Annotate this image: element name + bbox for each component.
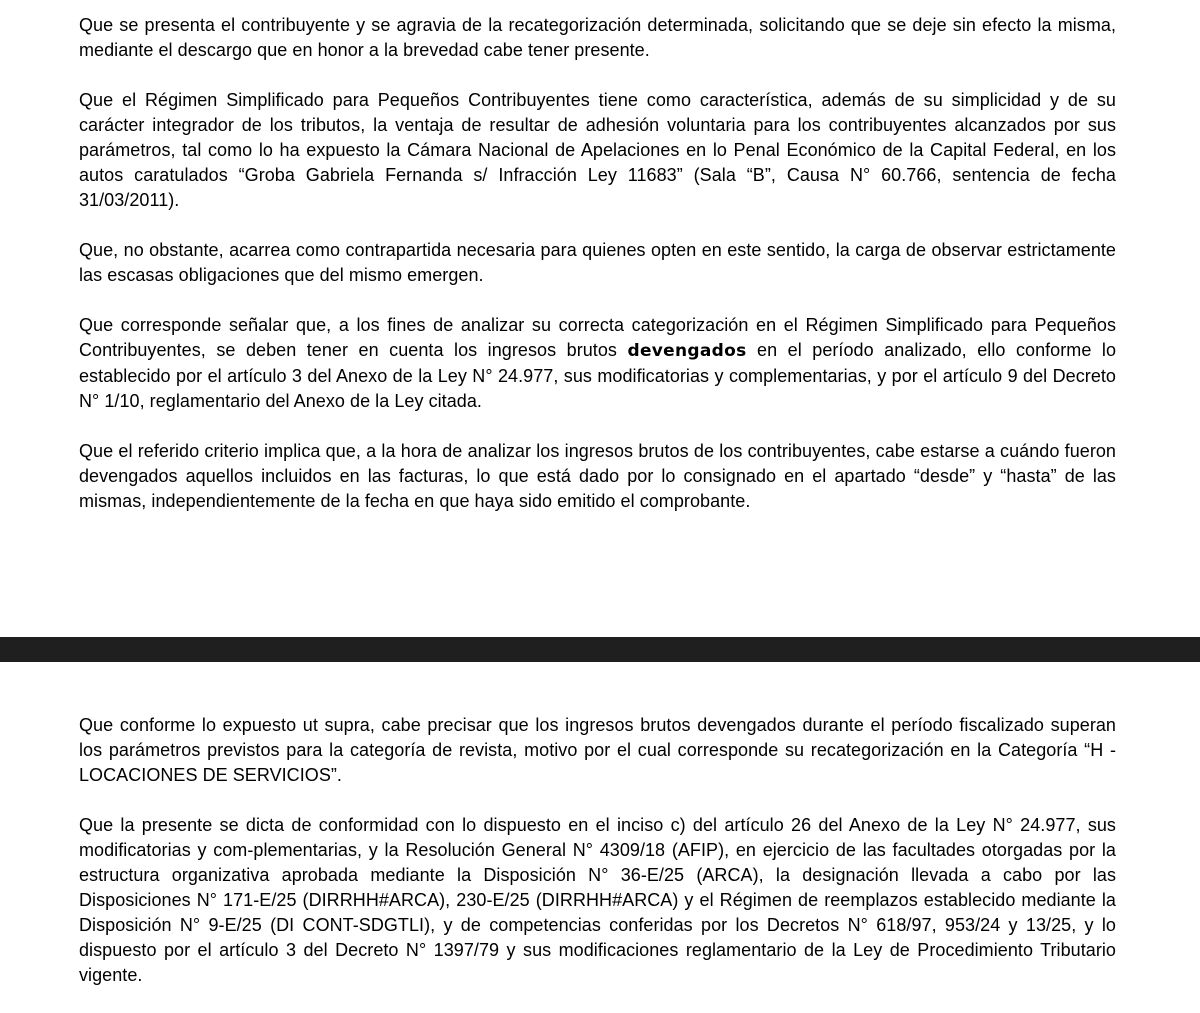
page-body	[79, 13, 1116, 539]
paragraph-text-before: Que corresponde señalar que, a los fines de analizar su correcta categorización en el Régimen Simplificado para Pequeños Contribuyentes, se deben tener en cuenta los ingresos brutos	[79, 315, 1116, 360]
paragraph-invoice-criteria: Que el referido criterio implica que, a la hora de analizar los ingresos brutos de los contribuyentes, cabe estarse a cuándo fueron devengados aquellos incluidos en las facturas, lo que está dado por lo consignado en el apartado “desde” y “hasta” de las mismas, independientemente de la fecha en que haya sido emitido el comprobante.	[79, 441, 1116, 511]
paragraph-grievance: Que se presenta el contribuyente y se agravia de la recategorización determinada, solicitando que se deje sin efecto la misma, mediante el descargo que en honor a la brevedad cabe tener presente.	[79, 15, 1116, 60]
emphasized-word: devengados	[627, 341, 747, 361]
paragraph-legal-basis: Que la presente se dicta de conformidad con lo dispuesto en el inciso c) del artículo 26 del Anexo de la Ley N° 24.977, sus modificatorias y com-plementarias, y la Resolución General N° 4309/18 (AFIP), en ejercicio de las facultades otorgadas por la estructura organizativa aprobada mediante la Disposición N° 36-E/25 (ARCA), la designación llevada a cabo por las Disposiciones N° 171-E/25 (DIRRHH#ARCA), 230-E/25 (DIRRHH#ARCA) y el Régimen de reemplazos establecido mediante la Disposición N° 9-E/25 (DI CONT-SDGTLI), y de competencias conferidas por los Decretos N° 618/97, 953/24 y 13/25, y lo dispuesto por el artículo 3 del Decreto N° 1397/79 y sus modificaciones reglamentario de la Ley de Procedimiento Tributario vigente.	[79, 815, 1116, 985]
page-body	[79, 713, 1116, 1013]
document-page-bottom	[0, 662, 1200, 1011]
paragraph-simplified-regime: Que el Régimen Simplificado para Pequeños Contribuyentes tiene como característica, además de su simplicidad y de su carácter integrador de los tributos, la ventaja de resultar de adhesión voluntaria para los contribuyentes alcanzados por sus parámetros, tal como lo ha expuesto la Cámara Nacional de Apelaciones en lo Penal Económico de la Capital Federal, en los autos caratulados “Groba Gabriela Fernanda s/ Infracción Ley 11683” (Sala “B”, Causa N° 60.766, sentencia de fecha 31/03/2011).	[79, 90, 1116, 210]
page-separator	[0, 637, 1200, 662]
paragraph-recategorization: Que conforme lo expuesto ut supra, cabe precisar que los ingresos brutos devengados durante el período fiscalizado superan los parámetros previstos para la categoría de revista, motivo por el cual corresponde su recategorización en la Categoría “H - LOCACIONES DE SERVICIOS”.	[79, 715, 1116, 785]
paragraph-obligations: Que, no obstante, acarrea como contrapartida necesaria para quienes opten en este sentido, la carga de observar estrictamente las escasas obligaciones que del mismo emergen.	[79, 240, 1116, 285]
paragraph-text-after: en el período analizado, ello conforme lo establecido por el artículo 3 del Anexo de la Ley N° 24.977, sus modificatorias y complementarias, y por el artículo 9 del Decreto N° 1/10, reglamentario del Anexo de la Ley citada.	[79, 340, 1117, 411]
paragraph-accrued-income	[79, 313, 1116, 414]
